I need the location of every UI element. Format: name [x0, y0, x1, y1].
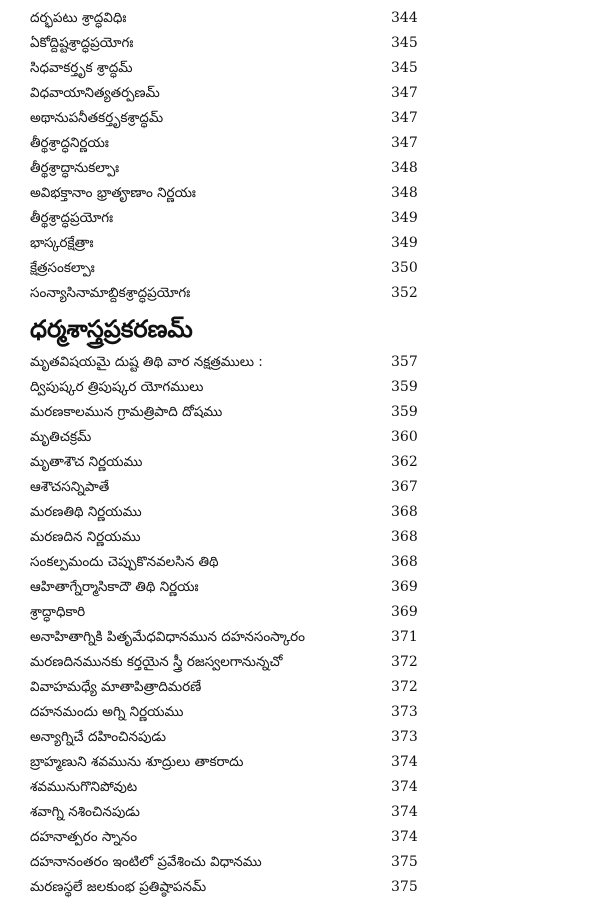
entry-title: మరణస్థలే జలకుంభ ప్రతిష్ఠాపనమ్ [30, 879, 207, 895]
toc-entry [0, 650, 600, 675]
toc-entry [0, 400, 600, 425]
entry-title: దర్భపటు శ్రాద్ధవిధిః [30, 10, 127, 26]
entry-title: సంన్యాసినామాబ్దికశ్రాద్ధప్రయోగః [30, 285, 191, 301]
toc-list-part2 [0, 350, 600, 900]
toc-entry [0, 525, 600, 550]
toc-list-part1 [0, 6, 600, 306]
toc-entry [0, 500, 600, 525]
entry-page-number: 352 [391, 285, 418, 301]
entry-page-number: 344 [391, 10, 418, 26]
entry-page-number: 359 [391, 379, 418, 395]
toc-entry [0, 231, 600, 256]
toc-entry [0, 775, 600, 800]
entry-title: అవిభక్తానాం భ్రాతౄణాం నిర్ణయః [30, 185, 196, 201]
toc-entry [0, 106, 600, 131]
entry-title: ద్విపుష్కర త్రిపుష్కర యోగములు [30, 379, 204, 395]
entry-page-number: 372 [391, 654, 418, 670]
toc-entry [0, 450, 600, 475]
entry-title: తీర్థశ్రాద్ధానుకల్పాః [30, 160, 120, 176]
toc-entry [0, 625, 600, 650]
entry-page-number: 349 [391, 235, 418, 251]
entry-title: మృతాశౌచ నిర్ణయము [30, 454, 143, 470]
entry-page-number: 347 [391, 85, 418, 101]
entry-page-number: 347 [391, 110, 418, 126]
entry-title: దహనానంతరం ఇంటిలో ప్రవేశించు విధానము [30, 854, 262, 870]
entry-title: ఏకోద్దిష్టశ్రాద్ధప్రయోగః [30, 35, 134, 51]
entry-page-number: 359 [391, 404, 418, 420]
entry-title: అన్యాగ్నిచే దహించినపుడు [30, 729, 167, 745]
entry-page-number: 373 [391, 729, 418, 745]
toc-entry [0, 425, 600, 450]
toc-entry [0, 800, 600, 825]
entry-page-number: 374 [391, 754, 418, 770]
toc-entry [0, 475, 600, 500]
toc-entry [0, 56, 600, 81]
entry-page-number: 369 [391, 579, 418, 595]
entry-title: దహనాత్పరం స్నానం [30, 829, 138, 845]
toc-entry [0, 350, 600, 375]
toc-entry [0, 81, 600, 106]
entry-title: సిధవాకర్తృక శ్రాద్ధమ్ [30, 60, 133, 76]
entry-title: మరణదిన నిర్ణయము [30, 529, 141, 545]
entry-page-number: 374 [391, 804, 418, 820]
toc-entry [0, 850, 600, 875]
entry-title: భాస్కరక్షేత్రాః [30, 235, 94, 251]
entry-page-number: 349 [391, 210, 418, 226]
toc-entry [0, 700, 600, 725]
entry-title: అనాహితాగ్నికి పితృమేధవిధానమున దహనసంస్కారం [30, 629, 306, 645]
toc-entry [0, 550, 600, 575]
entry-page-number: 350 [391, 260, 418, 276]
entry-page-number: 362 [391, 454, 418, 470]
entry-title: మృతవిషయమై దుష్ట తిథి వార నక్షత్రములు : [30, 354, 263, 370]
section-heading: ధర్మశాస్త్రప్రకరణమ్ [30, 315, 193, 343]
entry-title: శ్రాద్ధాధికారి [30, 604, 86, 620]
toc-entry [0, 750, 600, 775]
entry-page-number: 348 [391, 185, 418, 201]
entry-title: ఆహితాగ్నేర్మాసికాదౌ తిథి నిర్ణయః [30, 579, 199, 595]
entry-page-number: 345 [391, 35, 418, 51]
entry-title: శవమునుగొనిపోవుట [30, 779, 138, 795]
entry-title: మృతిచక్రమ్ [30, 429, 92, 445]
entry-title: విధవాయానిత్యతర్పణమ్ [30, 85, 160, 101]
entry-title: ఆశౌచసన్నిపాతే [30, 479, 110, 495]
entry-page-number: 368 [391, 554, 418, 570]
entry-title: తీర్థశ్రాద్ధనిర్ణయః [30, 135, 109, 151]
entry-page-number: 360 [391, 429, 418, 445]
entry-title: అథానుపనీతకర్తృకశ్రాద్ధమ్ [30, 110, 164, 126]
toc-entry [0, 825, 600, 850]
entry-page-number: 368 [391, 529, 418, 545]
entry-title: మరణతిథి నిర్ణయము [30, 504, 142, 520]
toc-entry [0, 875, 600, 900]
toc-entry [0, 206, 600, 231]
entry-title: క్షేత్రసంకల్పాః [30, 260, 95, 276]
toc-entry [0, 281, 600, 306]
toc-entry [0, 725, 600, 750]
entry-page-number: 372 [391, 679, 418, 695]
entry-title: మరణకాలమున గ్రామత్రిపాది దోషము [30, 404, 223, 420]
entry-title: శవాగ్ని నశించినపుడు [30, 804, 140, 820]
entry-title: వివాహమధ్యే మాతాపిత్రాదిమరణే [30, 679, 202, 695]
entry-title: మరణదినమునకు కర్తయైన స్త్రీ రజస్వలగానున్నచో [30, 654, 283, 670]
entry-page-number: 371 [391, 629, 418, 645]
entry-page-number: 374 [391, 779, 418, 795]
entry-page-number: 348 [391, 160, 418, 176]
toc-entry [0, 31, 600, 56]
entry-page-number: 374 [391, 829, 418, 845]
entry-title: తీర్థశ్రాద్ధప్రయోగః [30, 210, 114, 226]
toc-entry [0, 256, 600, 281]
entry-title: సంకల్పమందు చెప్పుకొనవలసిన తిథి [30, 554, 219, 570]
toc-entry [0, 375, 600, 400]
toc-entry [0, 575, 600, 600]
entry-page-number: 375 [391, 854, 418, 870]
entry-page-number: 347 [391, 135, 418, 151]
entry-page-number: 357 [391, 354, 418, 370]
entry-title: బ్రాహ్మణుని శవమును శూద్రులు తాకరాదు [30, 754, 244, 770]
entry-page-number: 368 [391, 504, 418, 520]
entry-page-number: 367 [391, 479, 418, 495]
entry-page-number: 345 [391, 60, 418, 76]
toc-entry [0, 6, 600, 31]
entry-page-number: 375 [391, 879, 418, 895]
toc-entry [0, 181, 600, 206]
entry-title: దహనమందు అగ్ని నిర్ణయము [30, 704, 184, 720]
toc-entry [0, 131, 600, 156]
toc-entry [0, 675, 600, 700]
entry-page-number: 373 [391, 704, 418, 720]
toc-entry [0, 600, 600, 625]
entry-page-number: 369 [391, 604, 418, 620]
toc-entry [0, 156, 600, 181]
